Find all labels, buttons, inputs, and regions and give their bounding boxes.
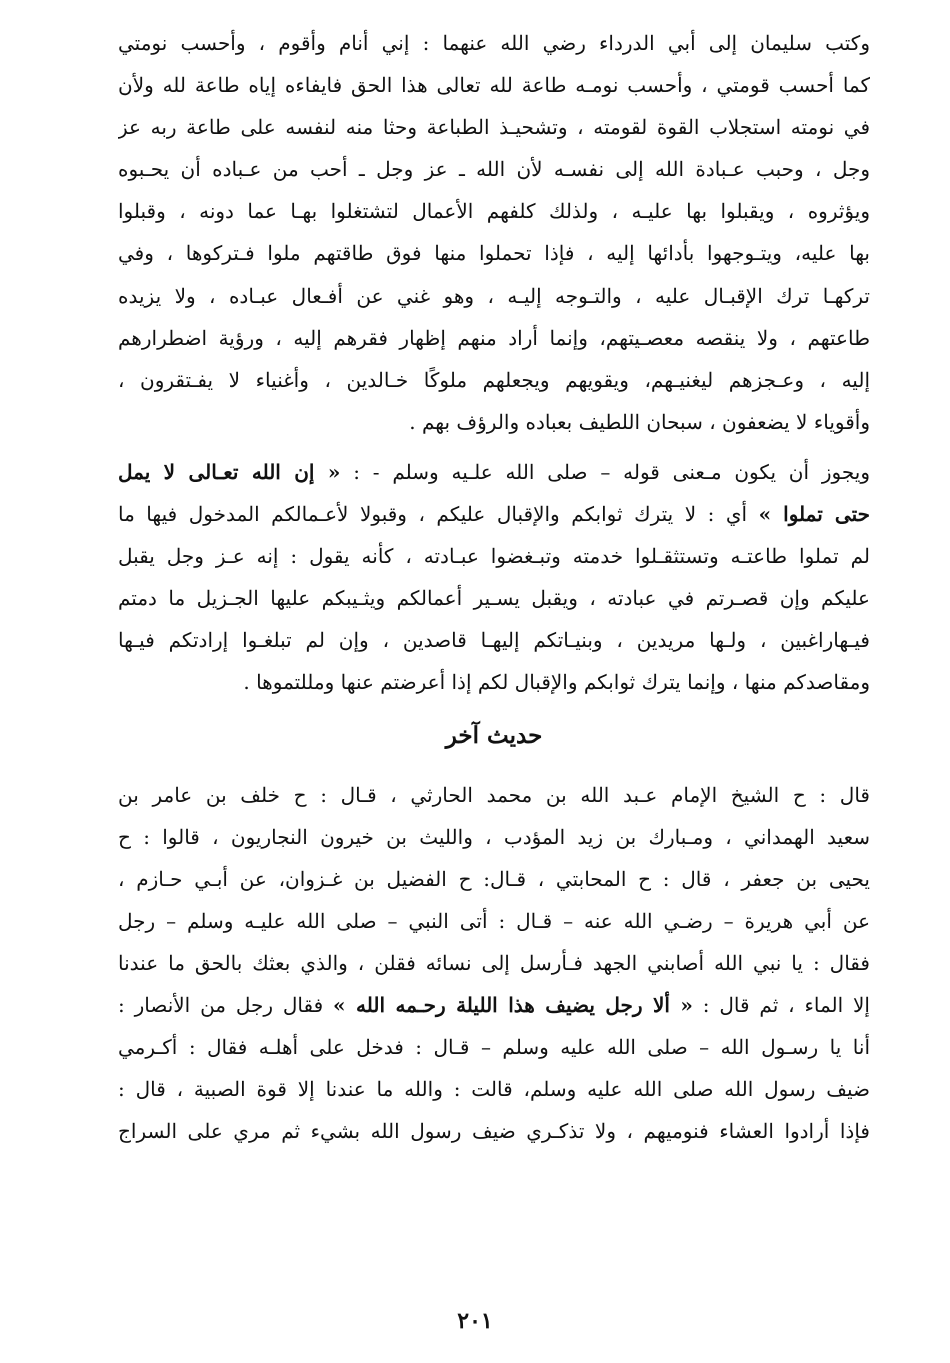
text-segment: أي : لا يترك ثوابكم والإقبال عليكم ، وقبولا لأعـمالكم المدخول فيها ما: [118, 502, 759, 527]
paragraph-hadith-meaning: [118, 451, 870, 704]
section-heading: حديث آخر: [445, 721, 543, 749]
text-line: وأقوياء لا يضعفون ، سبحان اللطيف بعباده والرؤف بهم .: [409, 409, 870, 434]
text-line: وكتب سليمان إلى أبي الدرداء رضي الله عنهما : إني أنام وأقوم ، وأحسب نومتي: [118, 31, 870, 55]
text-line: ومقاصدكم منها ، وإنما يترك ثوابكم والإقبال لكم إذا أعرضتم عنها ومللتموها .: [243, 670, 870, 695]
text-segment: ويجوز أن يكون مـعنى قوله – صلى الله علـيه وسلم - :: [340, 459, 870, 484]
text-segment: فقال رجل من الأنصار :: [118, 992, 334, 1017]
text-line: قال : ح الشيخ الإمام عـبد الله بن محمد الحارثي ، قـال : ح خلف بن عامر بن: [118, 782, 870, 807]
text-line: فإذا أرادوا العشاء فنوميهم ، ولا تذكـري ضيف رسول الله بشيء ثم مري على السراج: [118, 1119, 870, 1144]
paragraph-hadith-narration: [118, 774, 870, 1153]
text-line: ضيف رسول الله صلى الله عليه وسلم، قالت : والله ما عندنا إلا قوة الصبية ، قال :: [118, 1077, 870, 1102]
text-line: أنا يا رسـول الله – صلى الله عليه وسلم – قـال : فدخل على أهلـه فقال : أكـرمي: [118, 1035, 870, 1060]
text-line: لم تملوا طاعتـه وتستثقـلوا خدمته وتبـغضوا عبـادته ، كأنه يقول : إنه عـز وجل يقبل: [118, 544, 870, 569]
text-line: فيـهاراغبين ، ولـها مريدين ، وبنيـاتكم إليهـا قاصدين ، وإن لم تبلغـوا إرادتكم فيـها: [118, 628, 870, 653]
text-line: تركهـا ترك الإقبـال عليه ، والتـوجه إليـه ، وهو غني عن أفـعال عبـاده ، ولا يزيده: [118, 283, 870, 308]
text-line: في نومته استجلاب القوة لقومته ، وتشحيـذ الطباعة وحثا منه لنفسه على طاعة ربه عز: [118, 115, 870, 140]
text-segment: إلا الماء ، ثم قال :: [692, 992, 870, 1017]
text-line: سعيد الهمداني ، ومـبارك بن زيد المؤدب ، والليث بن خيرون النجاريون ، قالوا : ح: [118, 824, 870, 849]
page-body: [118, 22, 870, 1152]
text-line: [118, 451, 870, 493]
hadith-quote: « ألا رجل يضيف هذا الليلة رحـمه الله »: [333, 992, 693, 1017]
hadith-quote: « إن الله تعـالى لا يمل: [118, 459, 341, 484]
text-line: طاعتهم ، ولا ينقصه معصـيتهم، وإنما أراد منهم إظهار فقرهم إليه ، ورؤية اضطرارهم: [118, 325, 870, 350]
text-line: وجل ، وحبب عـبادة الله إلى نفسـه لأن الله ـ عز وجل ـ أحب من عـباده أن يحـبوه: [118, 157, 870, 182]
text-line: [118, 984, 870, 1026]
text-line: بها عليه، ويتـوجهوا بأدائها إليه ، فإذا تحملوا منها فوق طاقتهم ملوا فـتركوها ، وفي: [118, 241, 870, 266]
text-line: [118, 493, 870, 535]
paragraph-sleep-and-worship: [118, 22, 870, 443]
page-number: ٢٠١: [457, 1308, 493, 1334]
text-line: عليكم وإن قصـرتم في عبادته ، ويقبل يسـير أعمالكم ويثـيبكم عليها الجـزيل ما دمتم: [118, 586, 870, 611]
text-line: كما أحسب قومتي ، وأحسب نومـه طاعة لله تعالى هذا الحق فايفاءه إياه طاعة لله ولأن: [118, 73, 870, 98]
text-line: عن أبي هريرة – رضـي الله عنه – قـال : أتى النبي – صلى الله عليـه وسلم – رجل: [118, 908, 870, 933]
text-line: ويؤثروه ، ويقبلوا بها عليـه ، ولذلك كلفهم الأعمال لتشتغلوا بهـا عما دونه ، وقبلوا: [118, 199, 870, 224]
text-line: إليه ، وعـجزهم ليغنيـهم، ويقويهم ويجعلهم ملوكًا خـالدين ، وأغنياء لا يفـتقرون ،: [118, 367, 870, 392]
text-line: فقال : يا نبي الله أصابني الجهد فـأرسل إلى نسائه فقلن ، والذي بعثك بالحق ما عندنا: [118, 950, 870, 975]
hadith-quote: حتى تملوا »: [758, 502, 870, 527]
text-line: يحيى بن جعفر ، قال : ح المحابتي ، قـال: ح الفضيل بن غـزوان، عن أبـي حـازم ،: [118, 866, 870, 891]
